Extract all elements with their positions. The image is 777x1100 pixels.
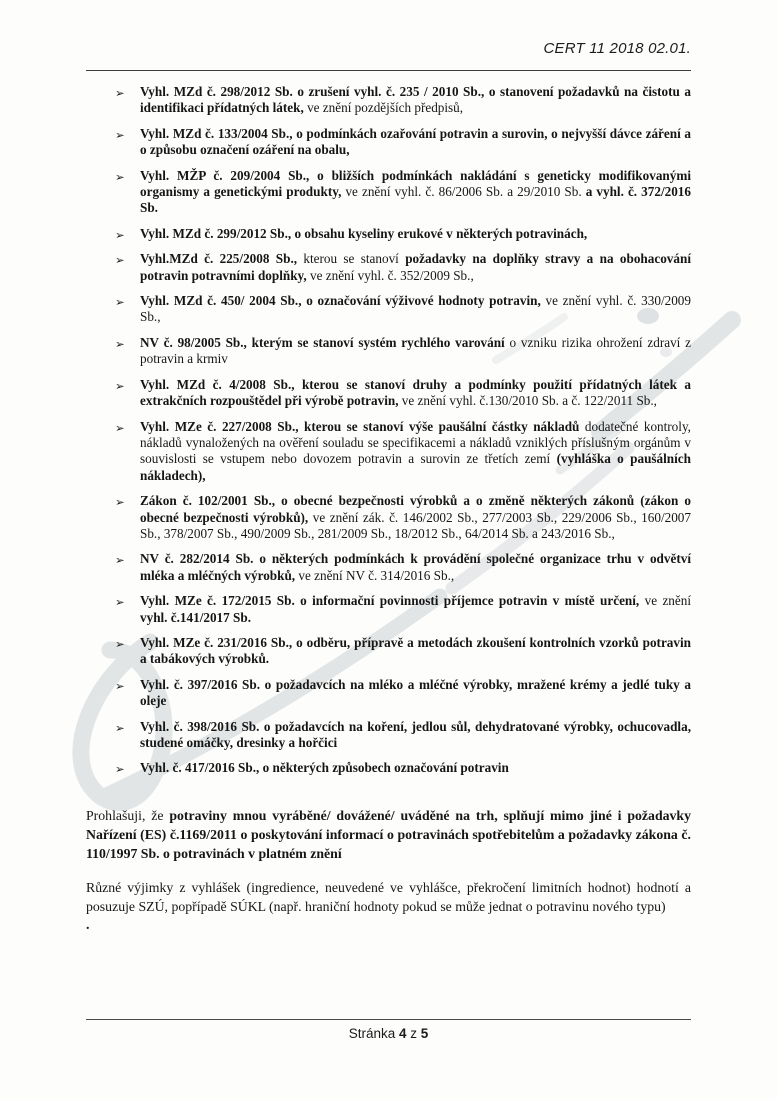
regulation-text xyxy=(140,593,691,626)
text-segment: ve znění vyhl. č. 330/2009 Sb., xyxy=(140,293,691,325)
regulation-item xyxy=(86,251,691,284)
regulation-text xyxy=(140,760,691,776)
arrow-bullet-icon: ➢ xyxy=(115,378,125,393)
regulation-text xyxy=(140,126,691,159)
text-segment: o vzniku rizika ohrožení zdraví z potravin a krmiv xyxy=(140,334,691,367)
bold-text-segment: vyhl. č.141/2017 Sb. xyxy=(140,609,252,625)
arrow-bullet-icon: ➢ xyxy=(115,595,125,610)
bold-text-segment: Vyhl. MZe č. 227/2008 Sb., kterou se stanoví výše paušální částky nákladů xyxy=(140,418,580,434)
regulation-text xyxy=(140,335,691,368)
document-code: CERT 11 2018 02.01. xyxy=(543,40,691,57)
regulation-item xyxy=(86,335,691,368)
text-segment: ve znění pozdějších předpisů, xyxy=(303,100,464,116)
text-segment: dodatečné kontroly, nákladů vynaložených na ověření souladu se specifikacemi a nákladů vzniklých příslušným orgánům v souvislosti se vstupem nebo dovozem potravin a surovin ze třetích zemí xyxy=(140,418,691,467)
regulation-text xyxy=(140,493,691,542)
bold-text-segment: Vyhl. MZd č. 450/ 2004 Sb., o označování výživové hodnoty potravin, xyxy=(140,293,541,309)
declaration-paragraph xyxy=(86,806,691,863)
text-segment: ve znění vyhl. č.130/2010 Sb. a č. 122/2011 Sb., xyxy=(398,393,657,409)
regulation-item xyxy=(86,377,691,410)
stray-dot: . xyxy=(86,917,90,933)
text-segment: ve znění xyxy=(639,593,691,609)
regulation-text xyxy=(140,84,691,117)
arrow-bullet-icon: ➢ xyxy=(115,636,125,651)
bold-text-segment: potraviny mnou vyráběné/ dovážené/ uváděné na trh, splňují mimo jiné i požadavky Nařízení (ES) č.1169/2011 o poskytování informací o potravinách spotřebitelům a požadavky zákona č. 110/1997 Sb. o potravinách v platném znění xyxy=(86,807,691,861)
regulation-text xyxy=(140,551,691,584)
bold-text-segment: Vyhl. č. 398/2016 Sb. o požadavcích na koření, jedlou sůl, dehydratované výrobky, ochucovadla, studené omáčky, dresinky a hořčici xyxy=(140,718,691,750)
text-segment: ve znění vyhl. č. 86/2006 Sb. a 29/2010 Sb. xyxy=(341,184,586,200)
bold-text-segment: Vyhl. MZe č. 231/2016 Sb., o odběru, přípravě a metodách zkoušení kontrolních vzorků potravin a tabákových výrobků. xyxy=(140,634,691,667)
regulation-item xyxy=(86,168,691,217)
regulation-item xyxy=(86,419,691,485)
bold-text-segment: NV č. 282/2014 Sb. o některých podmínkách k provádění společné organizace trhu v odvětví mléka a mléčných výrobků, xyxy=(140,551,691,583)
bold-text-segment: Vyhl. MZd č. 133/2004 Sb., o podmínkách ozařování potravin a surovin, o nejvyšší dávce záření a o způsobu označení ozáření na obalu, xyxy=(140,125,691,158)
arrow-bullet-icon: ➢ xyxy=(115,169,125,184)
bold-text-segment: (vyhláška o paušálních nákladech), xyxy=(140,451,691,483)
regulation-item xyxy=(86,677,691,710)
bold-text-segment: Vyhl. MZd č. 298/2012 Sb. o zrušení vyhl. č. 235 / 2010 Sb., o stanovení požadavků na čistotu a identifikaci přídatných látek, xyxy=(140,84,691,116)
footer-conjunction: z xyxy=(406,1026,421,1041)
text-segment: kterou se stanoví xyxy=(297,251,406,267)
text-segment: ve znění NV č. 314/2016 Sb., xyxy=(295,567,455,583)
regulation-item xyxy=(86,593,691,626)
bold-text-segment: Vyhl. MŽP č. 209/2004 Sb., o bližších podmínkách nakládání s geneticky modifikovanými organismy a genetickými produkty, xyxy=(140,167,691,200)
regulation-text xyxy=(140,293,691,326)
note-paragraph xyxy=(86,878,691,916)
regulation-text xyxy=(140,377,691,410)
arrow-bullet-icon: ➢ xyxy=(115,678,125,693)
regulation-item xyxy=(86,551,691,584)
bold-text-segment: požadavky na doplňky stravy a na obohacování potravin potravními doplňky, xyxy=(140,251,691,283)
regulation-item xyxy=(86,719,691,752)
regulation-item xyxy=(86,635,691,668)
bold-text-segment: Vyhl.MZd č. 225/2008 Sb., xyxy=(140,251,298,267)
regulation-text xyxy=(140,226,691,242)
bold-text-segment: a vyhl. č. 372/2016 Sb. xyxy=(140,184,691,216)
text-segment: ve znění zák. č. 146/2002 Sb., 277/2003 Sb., 229/2006 Sb., 160/2007 Sb., 378/2007 Sb., 490/2009 Sb., 281/2009 Sb., 18/2012 Sb., 64/2014 Sb. a 243/2016 Sb., xyxy=(140,509,691,541)
bold-text-segment: Vyhl. č. 417/2016 Sb., o některých způsobech označování potravin xyxy=(140,760,509,776)
regulation-list xyxy=(86,84,691,777)
regulation-text xyxy=(140,719,691,752)
arrow-bullet-icon: ➢ xyxy=(115,127,125,142)
arrow-bullet-icon: ➢ xyxy=(115,86,125,100)
regulation-text xyxy=(140,677,691,710)
regulation-text xyxy=(140,419,691,485)
arrow-bullet-icon: ➢ xyxy=(115,295,125,310)
header-divider xyxy=(86,70,691,71)
footer-page-total: 5 xyxy=(420,1026,429,1041)
text-segment: Prohlašuji, že xyxy=(86,807,170,823)
bold-text-segment: Zákon č. 102/2001 Sb., o obecné bezpečnosti výrobků a o změně některých zákonů (zákon o obecné bezpečnosti výrobků), xyxy=(140,493,691,525)
footer-area xyxy=(86,1019,691,1041)
arrow-bullet-icon: ➢ xyxy=(115,336,125,351)
footer-divider xyxy=(86,1019,691,1020)
regulation-item xyxy=(86,226,691,242)
footer-page-number: 4 xyxy=(398,1026,407,1041)
regulation-text xyxy=(140,168,691,217)
regulation-item xyxy=(86,126,691,159)
arrow-bullet-icon: ➢ xyxy=(115,420,125,435)
arrow-bullet-icon: ➢ xyxy=(115,553,125,568)
regulation-item xyxy=(86,760,691,776)
arrow-bullet-icon: ➢ xyxy=(115,495,125,510)
text-segment: Různé výjimky z vyhlášek (ingredience, neuvedené ve vyhlášce, překročení limitních hodnot) hodnotí a posuzuje SZÚ, popřípadě SÚKL (např. hraniční hodnoty pokud se může jednat o potravinu nového typu) xyxy=(86,879,691,914)
arrow-bullet-icon: ➢ xyxy=(115,253,125,268)
bold-text-segment: Vyhl. MZd č. 4/2008 Sb., kterou se stanoví druhy a podmínky použití přídatných látek a extrakčních rozpouštědel při výrobě potravin, xyxy=(140,376,691,409)
bold-text-segment: Vyhl. č. 397/2016 Sb. o požadavcích na mléko a mléčné výrobky, mražené krémy a jedlé tuky a oleje xyxy=(140,676,691,709)
page-number-footer xyxy=(86,1026,691,1041)
regulation-item xyxy=(86,293,691,326)
arrow-bullet-icon: ➢ xyxy=(115,762,125,777)
regulation-item xyxy=(86,493,691,542)
regulation-item xyxy=(86,84,691,117)
arrow-bullet-icon: ➢ xyxy=(115,720,125,735)
bold-text-segment: NV č. 98/2005 Sb., kterým se stanoví systém rychlého varování xyxy=(140,334,505,350)
bold-text-segment: Vyhl. MZd č. 299/2012 Sb., o obsahu kyseliny erukové v některých potravinách, xyxy=(140,225,588,241)
arrow-bullet-icon: ➢ xyxy=(115,227,125,242)
text-segment: ve znění vyhl. č. 352/2009 Sb., xyxy=(306,267,474,283)
footer-label: Stránka xyxy=(348,1026,399,1041)
bold-text-segment: Vyhl. MZe č. 172/2015 Sb. o informační povinnosti příjemce potravin v místě určení, xyxy=(140,593,640,609)
regulation-text xyxy=(140,635,691,668)
regulation-text xyxy=(140,251,691,284)
